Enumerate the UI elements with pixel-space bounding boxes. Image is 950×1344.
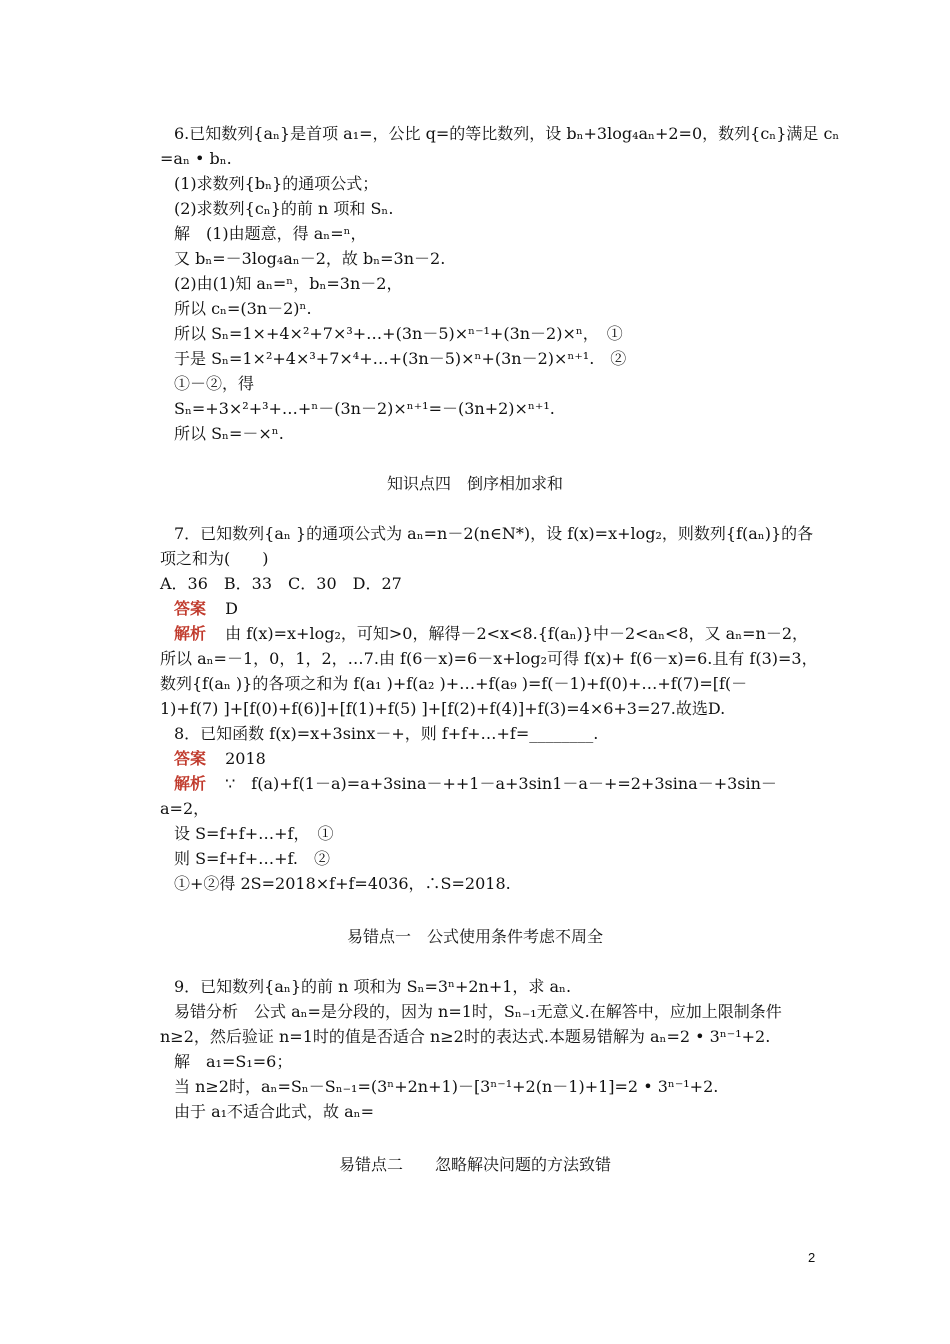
problem-6-line-2: =aₙ • bₙ. (160, 149, 232, 168)
problem-7-line-1: 7．已知数列{aₙ }的通项公式为 aₙ=n－2(n∈N*)，设 f(x)=x+log₂，则数列{f(aₙ)}的各 (174, 524, 814, 543)
analysis-7-line-4: 1)+f(7) ]+[f(0)+f(6)]+[f(1)+f(5) ]+[f(2)+f(4)]+f(3)=4×6+3=27.故选D. (160, 699, 726, 718)
section-heading-4: 知识点四 倒序相加求和 (386, 474, 563, 493)
solution-6-line-4: 所以 cₙ=(3n－2)ⁿ. (174, 299, 312, 318)
analysis-8-line-5: ①+②得 2S=2018×f+f=4036，∴S=2018. (174, 874, 511, 893)
analysis-7-line-3: 数列{f(aₙ )}的各项之和为 f(a₁ )+f(a₂ )+…+f(a₉ )=f(－1)+f(0)+…+f(7)=[f(－ (160, 674, 748, 693)
solution-6-line-9: 所以 Sₙ=－×ⁿ. (174, 424, 284, 443)
analysis-8-line-3: 设 S=f+f+…+f， ① (174, 824, 334, 843)
answer-value: 2018 (225, 749, 266, 768)
problem-7-options: A．36 B．33 C．30 D．27 (160, 574, 402, 593)
answer-value: D (225, 599, 238, 618)
problem-6-part-1: (1)求数列{bₙ}的通项公式； (174, 174, 379, 193)
analysis-text: ∵ f(a)+f(1－a)=a+3sina－++1－a+3sin1－a－+=2+3sina－+3sin－ (225, 774, 777, 793)
page-number: 2 (808, 1250, 816, 1265)
answer-8-row (174, 749, 266, 773)
answer-7-row (174, 599, 238, 623)
problem-8-line-1: 8．已知函数 f(x)=x+3sinx－+，则 f+f+…+f=________. (174, 724, 599, 743)
analysis-label: 解析 (174, 624, 207, 643)
solution-9-line-3: 由于 a₁不适合此式，故 aₙ= (174, 1102, 374, 1121)
analysis-7-row (174, 624, 808, 648)
solution-6-line-3: (2)由(1)知 aₙ=ⁿ，bₙ=3n－2， (174, 274, 403, 293)
solution-6-line-1: 解 (1)由题意，得 aₙ=ⁿ， (174, 224, 367, 243)
solution-6-line-5: 所以 Sₙ=1×+4×²+7×³+…+(3n－5)×ⁿ⁻¹+(3n－2)×ⁿ， ① (174, 324, 623, 343)
solution-9-line-1: 解 a₁=S₁=6； (174, 1052, 293, 1071)
analysis-8-row (174, 774, 777, 798)
solution-9-line-2: 当 n≥2时，aₙ=Sₙ－Sₙ₋₁=(3ⁿ+2n+1)－[3ⁿ⁻¹+2(n－1)+1]=2 • 3ⁿ⁻¹+2. (174, 1077, 719, 1096)
error-analysis-line-1: 易错分析 公式 aₙ=是分段的，因为 n=1时，Sₙ₋₁无意义.在解答中，应加上限制条件 (174, 1002, 782, 1021)
problem-6-part-2: (2)求数列{cₙ}的前 n 项和 Sₙ. (174, 199, 394, 218)
analysis-text: 由 f(x)=x+log₂，可知>0，解得－2<x<8.{f(aₙ)}中－2<aₙ<8，又 aₙ=n－2， (225, 624, 809, 643)
problem-9-line-1: 9．已知数列{aₙ}的前 n 项和为 Sₙ=3ⁿ+2n+1，求 aₙ. (174, 977, 572, 996)
analysis-label: 解析 (174, 774, 207, 793)
answer-label: 答案 (174, 599, 207, 618)
solution-6-line-2: 又 bₙ=－3log₄aₙ－2，故 bₙ=3n－2. (174, 249, 446, 268)
answer-label: 答案 (174, 749, 207, 768)
problem-7-line-2: 项之和为( ) (160, 549, 269, 568)
problem-6-line-1: 6.已知数列{aₙ}是首项 a₁=，公比 q=的等比数列，设 bₙ+3log₄aₙ+2=0，数列{cₙ}满足 cₙ (174, 124, 840, 143)
error-analysis-line-2: n≥2，然后验证 n=1时的值是否适合 n≥2时的表达式.本题易错解为 aₙ=2 • 3ⁿ⁻¹+2. (160, 1027, 771, 1046)
solution-6-line-8: Sₙ=+3×²+³+…+ⁿ－(3n－2)×ⁿ⁺¹=－(3n+2)×ⁿ⁺¹. (174, 399, 555, 418)
solution-6-line-7: ①－②，得 (174, 374, 255, 393)
solution-6-line-6: 于是 Sₙ=1×²+4×³+7×⁴+…+(3n－5)×ⁿ+(3n－2)×ⁿ⁺¹. ② (174, 349, 627, 368)
analysis-7-line-2: 所以 aₙ=－1，0，1，2，…7.由 f(6－x)=6－x+log₂可得 f(x)+ f(6－x)=6.且有 f(3)=3， (160, 649, 818, 668)
section-heading-error-2: 易错点二 忽略解决问题的方法致错 (338, 1155, 611, 1174)
analysis-8-line-4: 则 S=f+f+…+f. ② (174, 849, 330, 868)
analysis-8-line-2: a=2， (160, 799, 210, 818)
section-heading-error-1: 易错点一 公式使用条件考虑不周全 (346, 927, 603, 946)
